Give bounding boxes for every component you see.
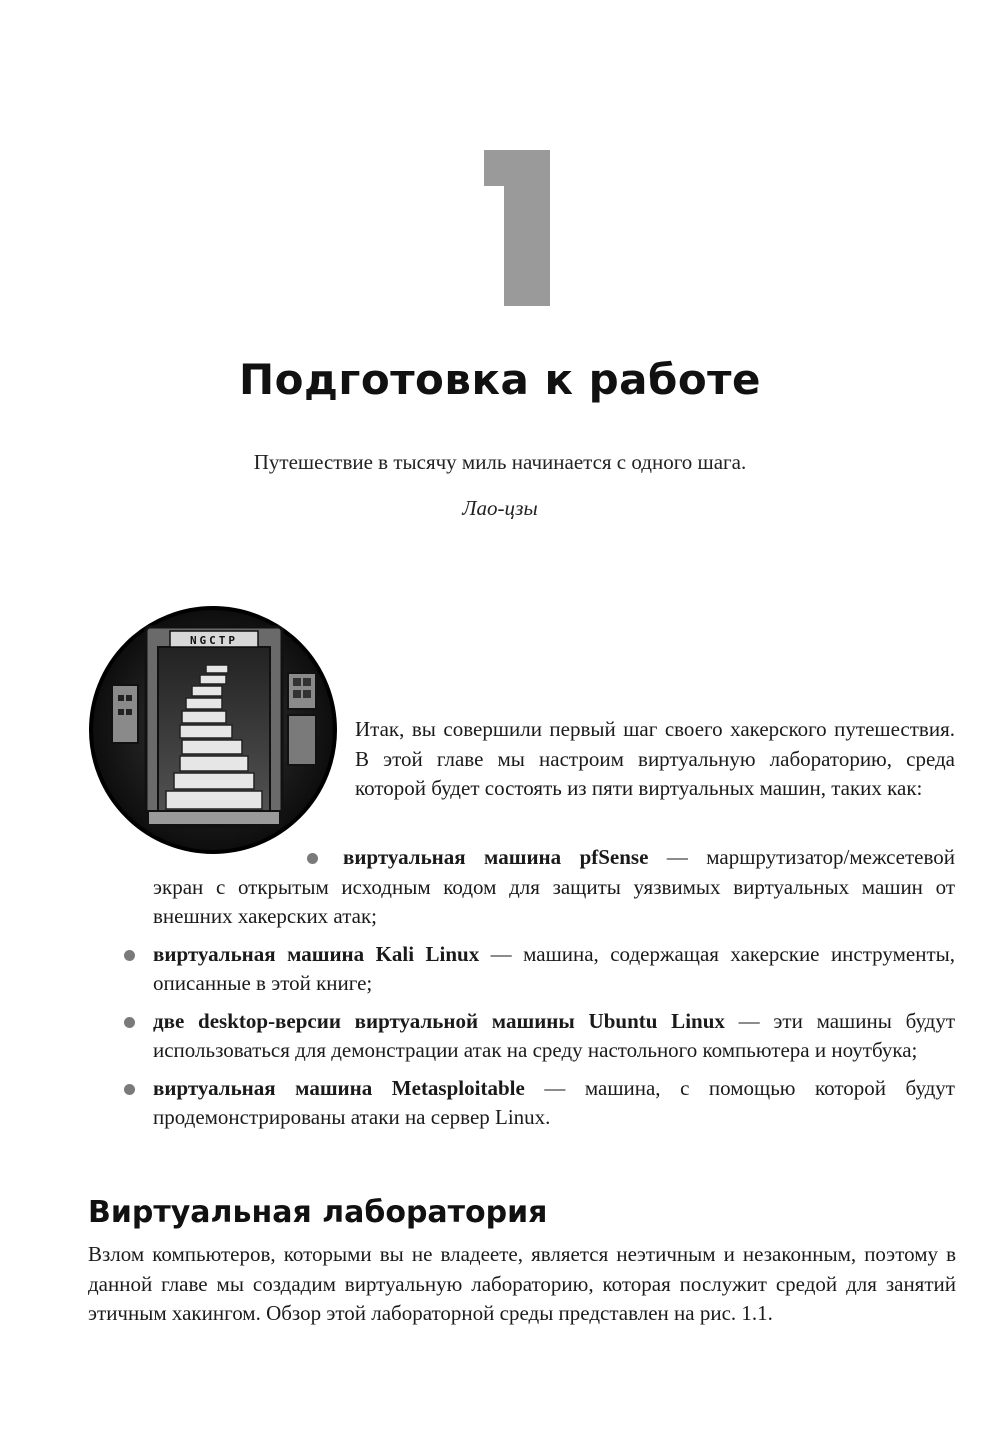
section-heading: Виртуальная лаборатория xyxy=(88,1195,548,1230)
list-item-term: виртуальная машина Kali Linux xyxy=(153,941,480,966)
chapter-number-text: 1 xyxy=(516,258,518,259)
list-item-description: — машина, содержащая хакерские инструменты, описанные в этой книге; xyxy=(153,941,956,995)
list-item-term: виртуальная машина Metasploitable xyxy=(153,1075,525,1100)
list-item-term: виртуальная машина pfSense xyxy=(343,845,649,869)
bullet-icon xyxy=(124,1017,135,1028)
list-item-description: — эти машины будут использоваться для демонстрации атак на среду настольного компьютера и ноутбука; xyxy=(153,1008,955,1062)
section-paragraph: Взлом компьютеров, которыми вы не владеете, является неэтичным и незаконным, поэтому в данной главе мы создадим виртуальную лабораторию, которая послужит средой для занятий этичным хакингом. Обзор этой лабораторной среды представлен на рис. 1.1. xyxy=(88,1242,956,1325)
list-item-description: — маршрутизатор/межсетевой экран с открытым исходным кодом для защиты уязвимых виртуальных машин от внешних хакерских атак; xyxy=(153,845,955,928)
list-item xyxy=(0,1007,955,1066)
bullet-icon xyxy=(124,950,135,961)
epigraph-quote: Путешествие в тысячу миль начинается с одного шага. xyxy=(253,450,747,474)
chapter-number xyxy=(484,148,550,306)
list-item xyxy=(0,940,955,999)
vm-list xyxy=(0,843,1000,1141)
bullet-icon xyxy=(124,1084,135,1095)
list-item-term: две desktop-версии виртуальной машины Ubuntu Linux xyxy=(153,1008,725,1033)
emblem-sign: NGCTP xyxy=(189,634,239,647)
bullet-icon xyxy=(307,853,318,864)
list-item xyxy=(0,1074,955,1133)
chapter-title: Подготовка к работе xyxy=(238,355,761,404)
chapter-emblem-illustration xyxy=(88,605,338,855)
list-item-description: — машина, с помощью которой будут продемонстрированы атаки на сервер Linux. xyxy=(153,1075,955,1129)
epigraph-author: Лао-цзы xyxy=(462,496,538,520)
list-item xyxy=(0,843,955,932)
intro-paragraph: Итак, вы совершили первый шаг своего хакерского путешествия. В этой главе мы настроим виртуальную лабораторию, среда которой будет состоять из пяти виртуальных машин, таких как: xyxy=(355,717,955,800)
